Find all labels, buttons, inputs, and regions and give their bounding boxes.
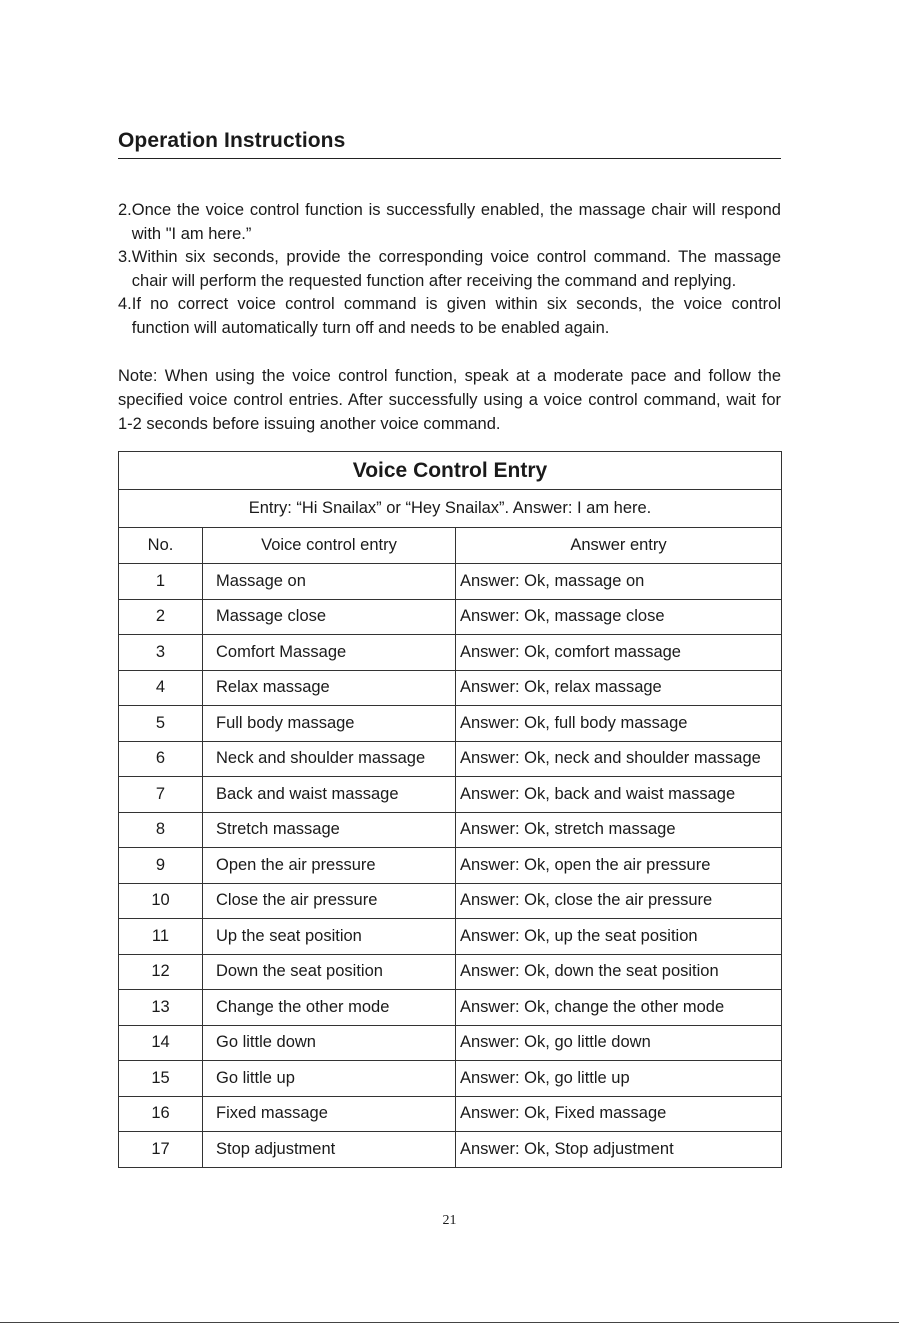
page-title: Operation Instructions — [118, 129, 346, 152]
row-number: 16 — [119, 1096, 203, 1132]
table-row — [119, 1096, 782, 1132]
row-voice-entry: Back and waist massage — [203, 777, 456, 813]
row-answer-entry: Answer: Ok, down the seat position — [456, 954, 782, 990]
table-row — [119, 777, 782, 813]
row-voice-entry: Comfort Massage — [203, 635, 456, 671]
page-number: 21 — [442, 1213, 457, 1228]
row-number: 1 — [119, 564, 203, 600]
step-item — [118, 293, 781, 340]
table-row — [119, 635, 782, 671]
row-number: 6 — [119, 741, 203, 777]
table-subtitle-row — [119, 490, 782, 528]
row-number: 2 — [119, 599, 203, 635]
row-voice-entry: Stretch massage — [203, 812, 456, 848]
table-row — [119, 670, 782, 706]
row-answer-entry: Answer: Ok, Fixed massage — [456, 1096, 782, 1132]
row-voice-entry: Up the seat position — [203, 919, 456, 955]
row-number: 10 — [119, 883, 203, 919]
row-answer-entry: Answer: Ok, neck and shoulder massage — [456, 741, 782, 777]
row-number: 12 — [119, 954, 203, 990]
row-voice-entry: Relax massage — [203, 670, 456, 706]
header-no: No. — [119, 528, 203, 564]
table-row — [119, 706, 782, 742]
row-answer-entry: Answer: Ok, change the other mode — [456, 990, 782, 1026]
row-answer-entry: Answer: Ok, massage on — [456, 564, 782, 600]
voice-control-table — [118, 451, 782, 1168]
row-number: 4 — [119, 670, 203, 706]
table-title: Voice Control Entry — [119, 452, 782, 490]
step-item — [118, 246, 781, 293]
table-row — [119, 1132, 782, 1168]
table-row — [119, 564, 782, 600]
table-row — [119, 848, 782, 884]
row-number: 14 — [119, 1025, 203, 1061]
row-answer-entry: Answer: Ok, go little up — [456, 1061, 782, 1097]
row-answer-entry: Answer: Ok, back and waist massage — [456, 777, 782, 813]
step-item — [118, 199, 781, 246]
row-voice-entry: Close the air pressure — [203, 883, 456, 919]
row-number: 8 — [119, 812, 203, 848]
row-answer-entry: Answer: Ok, Stop adjustment — [456, 1132, 782, 1168]
step-text: Once the voice control function is successfully enabled, the massage chair will respond with "I am here.” — [131, 201, 781, 243]
row-voice-entry: Massage close — [203, 599, 456, 635]
row-voice-entry: Massage on — [203, 564, 456, 600]
steps-list — [118, 199, 781, 340]
row-voice-entry: Full body massage — [203, 706, 456, 742]
step-text: Within six seconds, provide the corresponding voice control command. The massage chair will perform the requested function after receiving the command and replying. — [131, 248, 781, 290]
row-answer-entry: Answer: Ok, relax massage — [456, 670, 782, 706]
row-answer-entry: Answer: Ok, massage close — [456, 599, 782, 635]
row-voice-entry: Down the seat position — [203, 954, 456, 990]
table-row — [119, 990, 782, 1026]
title-divider — [118, 158, 781, 159]
table-subtitle: Entry: “Hi Snailax” or “Hey Snailax”. Answer: I am here. — [119, 490, 782, 528]
row-voice-entry: Open the air pressure — [203, 848, 456, 884]
table-title-row — [119, 452, 782, 490]
row-number: 17 — [119, 1132, 203, 1168]
row-number: 5 — [119, 706, 203, 742]
table-row — [119, 741, 782, 777]
table-row — [119, 599, 782, 635]
row-voice-entry: Stop adjustment — [203, 1132, 456, 1168]
note-paragraph: Note: When using the voice control function, speak at a moderate pace and follow the specified voice control entries. After successfully using a voice control command, wait for 1-2 seconds before issuing another voice command. — [118, 367, 781, 433]
row-answer-entry: Answer: Ok, full body massage — [456, 706, 782, 742]
table-header-row — [119, 528, 782, 564]
row-answer-entry: Answer: Ok, close the air pressure — [456, 883, 782, 919]
row-voice-entry: Go little up — [203, 1061, 456, 1097]
table-row — [119, 954, 782, 990]
row-number: 11 — [119, 919, 203, 955]
table-row — [119, 919, 782, 955]
header-entry: Voice control entry — [203, 528, 456, 564]
table-row — [119, 883, 782, 919]
table-row — [119, 1061, 782, 1097]
bottom-divider — [0, 1322, 899, 1323]
step-number: 3. — [118, 248, 132, 266]
row-number: 7 — [119, 777, 203, 813]
step-number: 4. — [118, 295, 132, 313]
row-number: 15 — [119, 1061, 203, 1097]
row-number: 3 — [119, 635, 203, 671]
row-number: 13 — [119, 990, 203, 1026]
row-answer-entry: Answer: Ok, stretch massage — [456, 812, 782, 848]
row-number: 9 — [119, 848, 203, 884]
row-answer-entry: Answer: Ok, up the seat position — [456, 919, 782, 955]
table-row — [119, 812, 782, 848]
row-voice-entry: Neck and shoulder massage — [203, 741, 456, 777]
row-voice-entry: Go little down — [203, 1025, 456, 1061]
header-answer: Answer entry — [456, 528, 782, 564]
row-answer-entry: Answer: Ok, comfort massage — [456, 635, 782, 671]
row-answer-entry: Answer: Ok, go little down — [456, 1025, 782, 1061]
row-voice-entry: Change the other mode — [203, 990, 456, 1026]
step-number: 2. — [118, 201, 132, 219]
row-answer-entry: Answer: Ok, open the air pressure — [456, 848, 782, 884]
row-voice-entry: Fixed massage — [203, 1096, 456, 1132]
step-text: If no correct voice control command is given within six seconds, the voice control function will automatically turn off and needs to be enabled again. — [131, 295, 781, 337]
table-row — [119, 1025, 782, 1061]
